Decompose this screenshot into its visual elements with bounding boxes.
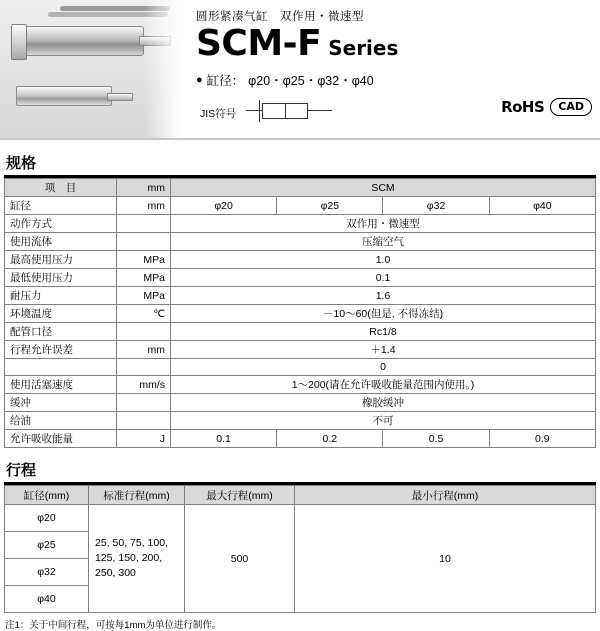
spec-item-unit: MPa xyxy=(117,287,171,305)
cylinder-illustration-main xyxy=(24,26,144,56)
table-row xyxy=(5,412,596,430)
spec-item-label: 最高使用压力 xyxy=(5,251,117,269)
stroke-col-bore: 缸径(mm) xyxy=(5,486,89,505)
spec-item-label: 配管口径 xyxy=(5,323,117,341)
stroke-bore-value: φ40 xyxy=(5,586,89,613)
jis-symbol-row xyxy=(200,100,338,126)
table-row xyxy=(5,305,596,323)
table-row xyxy=(5,323,596,341)
bore-label: 缸径： xyxy=(206,74,245,88)
spec-value: 0.2 xyxy=(277,430,383,448)
product-photo xyxy=(0,0,190,138)
table-row xyxy=(5,359,596,376)
stroke-col-standard: 标准行程(mm) xyxy=(89,486,185,505)
spec-item-label: 使用流体 xyxy=(5,233,117,251)
spec-table xyxy=(4,178,596,448)
spec-item-label: 耐压力 xyxy=(5,287,117,305)
spec-value: 不可 xyxy=(171,412,596,430)
stroke-table xyxy=(4,485,596,613)
spec-item-label: 使用活塞速度 xyxy=(5,376,117,394)
spec-item-unit: J xyxy=(117,430,171,448)
spec-item-label: 给油 xyxy=(5,412,117,430)
spec-item-label: 缓冲 xyxy=(5,394,117,412)
spec-item-label: 行程允许误差 xyxy=(5,341,117,359)
spec-item-unit: mm xyxy=(117,197,171,215)
table-row xyxy=(5,341,596,359)
table-row xyxy=(5,505,596,532)
spec-value: 橡胶缓冲 xyxy=(171,394,596,412)
table-row xyxy=(5,287,596,305)
spec-value: φ25 xyxy=(277,197,383,215)
spec-item-label: 动作方式 xyxy=(5,215,117,233)
spec-item-label: 缸径 xyxy=(5,197,117,215)
spec-value: φ32 xyxy=(383,197,489,215)
bullet-icon: ● xyxy=(196,74,203,86)
spec-item-label: 最低使用压力 xyxy=(5,269,117,287)
spec-item-label: 允许吸收能量 xyxy=(5,430,117,448)
spec-value: φ40 xyxy=(489,197,595,215)
table-row xyxy=(5,197,596,215)
table-row-header xyxy=(5,486,596,505)
bore-values: φ20・φ25・φ32・φ40 xyxy=(248,74,374,88)
series-word: Series xyxy=(328,36,399,60)
spec-item-unit xyxy=(117,412,171,430)
certification-marks xyxy=(501,98,592,116)
spec-value: 压缩空气 xyxy=(171,233,596,251)
spec-value: 1.6 xyxy=(171,287,596,305)
table-row xyxy=(5,233,596,251)
rohs-icon: RoHS xyxy=(501,98,545,116)
page-header xyxy=(0,0,600,140)
stroke-standard-line: 25, 50, 75, 100, xyxy=(95,537,168,549)
spec-value: 0.5 xyxy=(383,430,489,448)
spec-item-unit xyxy=(117,215,171,233)
spec-item-unit: ℃ xyxy=(117,305,171,323)
stroke-col-max: 最大行程(mm) xyxy=(185,486,295,505)
spec-col-unit: mm xyxy=(117,179,171,197)
spec-value: 0.1 xyxy=(171,430,277,448)
stroke-standard-value xyxy=(89,505,185,613)
spec-item-unit xyxy=(117,359,171,376)
cylinder-cap xyxy=(11,24,27,60)
spec-item-unit: MPa xyxy=(117,251,171,269)
spec-value: －10～60(但是, 不得冻结) xyxy=(171,305,596,323)
title-block xyxy=(196,8,526,89)
bore-line xyxy=(196,71,526,89)
spec-value: 1～200(请在允许吸收能量范围内使用。) xyxy=(171,376,596,394)
spec-item-unit xyxy=(117,323,171,341)
table-row xyxy=(5,269,596,287)
spec-value: 双作用・微速型 xyxy=(171,215,596,233)
jis-symbol-icon xyxy=(246,100,338,126)
stroke-bore-value: φ20 xyxy=(5,505,89,532)
cylinder-illustration-secondary xyxy=(16,86,112,106)
spec-value: 0.1 xyxy=(171,269,596,287)
cad-icon: CAD xyxy=(550,98,592,116)
stroke-bore-value: φ25 xyxy=(5,532,89,559)
spec-item-label xyxy=(5,359,117,376)
spec-value: φ20 xyxy=(171,197,277,215)
stroke-section-heading: 行程 xyxy=(4,456,596,485)
spec-item-unit: mm xyxy=(117,341,171,359)
stroke-col-min: 最小行程(mm) xyxy=(295,486,596,505)
spec-value: 0 xyxy=(171,359,596,376)
stroke-standard-line: 250, 300 xyxy=(95,567,136,579)
series-name: SCM-F xyxy=(196,23,322,64)
header-subtitle: 圆形紧凑气缸 双作用・微速型 xyxy=(196,11,364,23)
series-title-line xyxy=(196,23,526,64)
spec-item-unit xyxy=(117,394,171,412)
spec-value: Rc1/8 xyxy=(171,323,596,341)
spec-item-unit: MPa xyxy=(117,269,171,287)
photo-fade-overlay xyxy=(144,0,190,138)
stroke-standard-line: 125, 150, 200, xyxy=(95,552,163,564)
spec-item-unit: mm/s xyxy=(117,376,171,394)
spec-col-item: 项 目 xyxy=(5,179,117,197)
table-row xyxy=(5,394,596,412)
table-row xyxy=(5,215,596,233)
spec-item-unit xyxy=(117,233,171,251)
spec-value: 1.0 xyxy=(171,251,596,269)
spec-group-header: SCM xyxy=(171,179,596,197)
stroke-max-value: 500 xyxy=(185,505,295,613)
table-row xyxy=(5,430,596,448)
stroke-min-value: 10 xyxy=(295,505,596,613)
spec-item-label: 环境温度 xyxy=(5,305,117,323)
table-row xyxy=(5,376,596,394)
spec-value: ＋1.4 xyxy=(171,341,596,359)
stroke-bore-value: φ32 xyxy=(5,559,89,586)
stroke-note: 注1：关于中间行程，可按每1mm为单位进行制作。 xyxy=(5,620,222,631)
spec-section-heading: 规格 xyxy=(4,149,596,178)
spec-value: 0.9 xyxy=(489,430,595,448)
table-row-header xyxy=(5,179,596,197)
jis-label: JIS符号 xyxy=(200,107,237,120)
table-row xyxy=(5,251,596,269)
